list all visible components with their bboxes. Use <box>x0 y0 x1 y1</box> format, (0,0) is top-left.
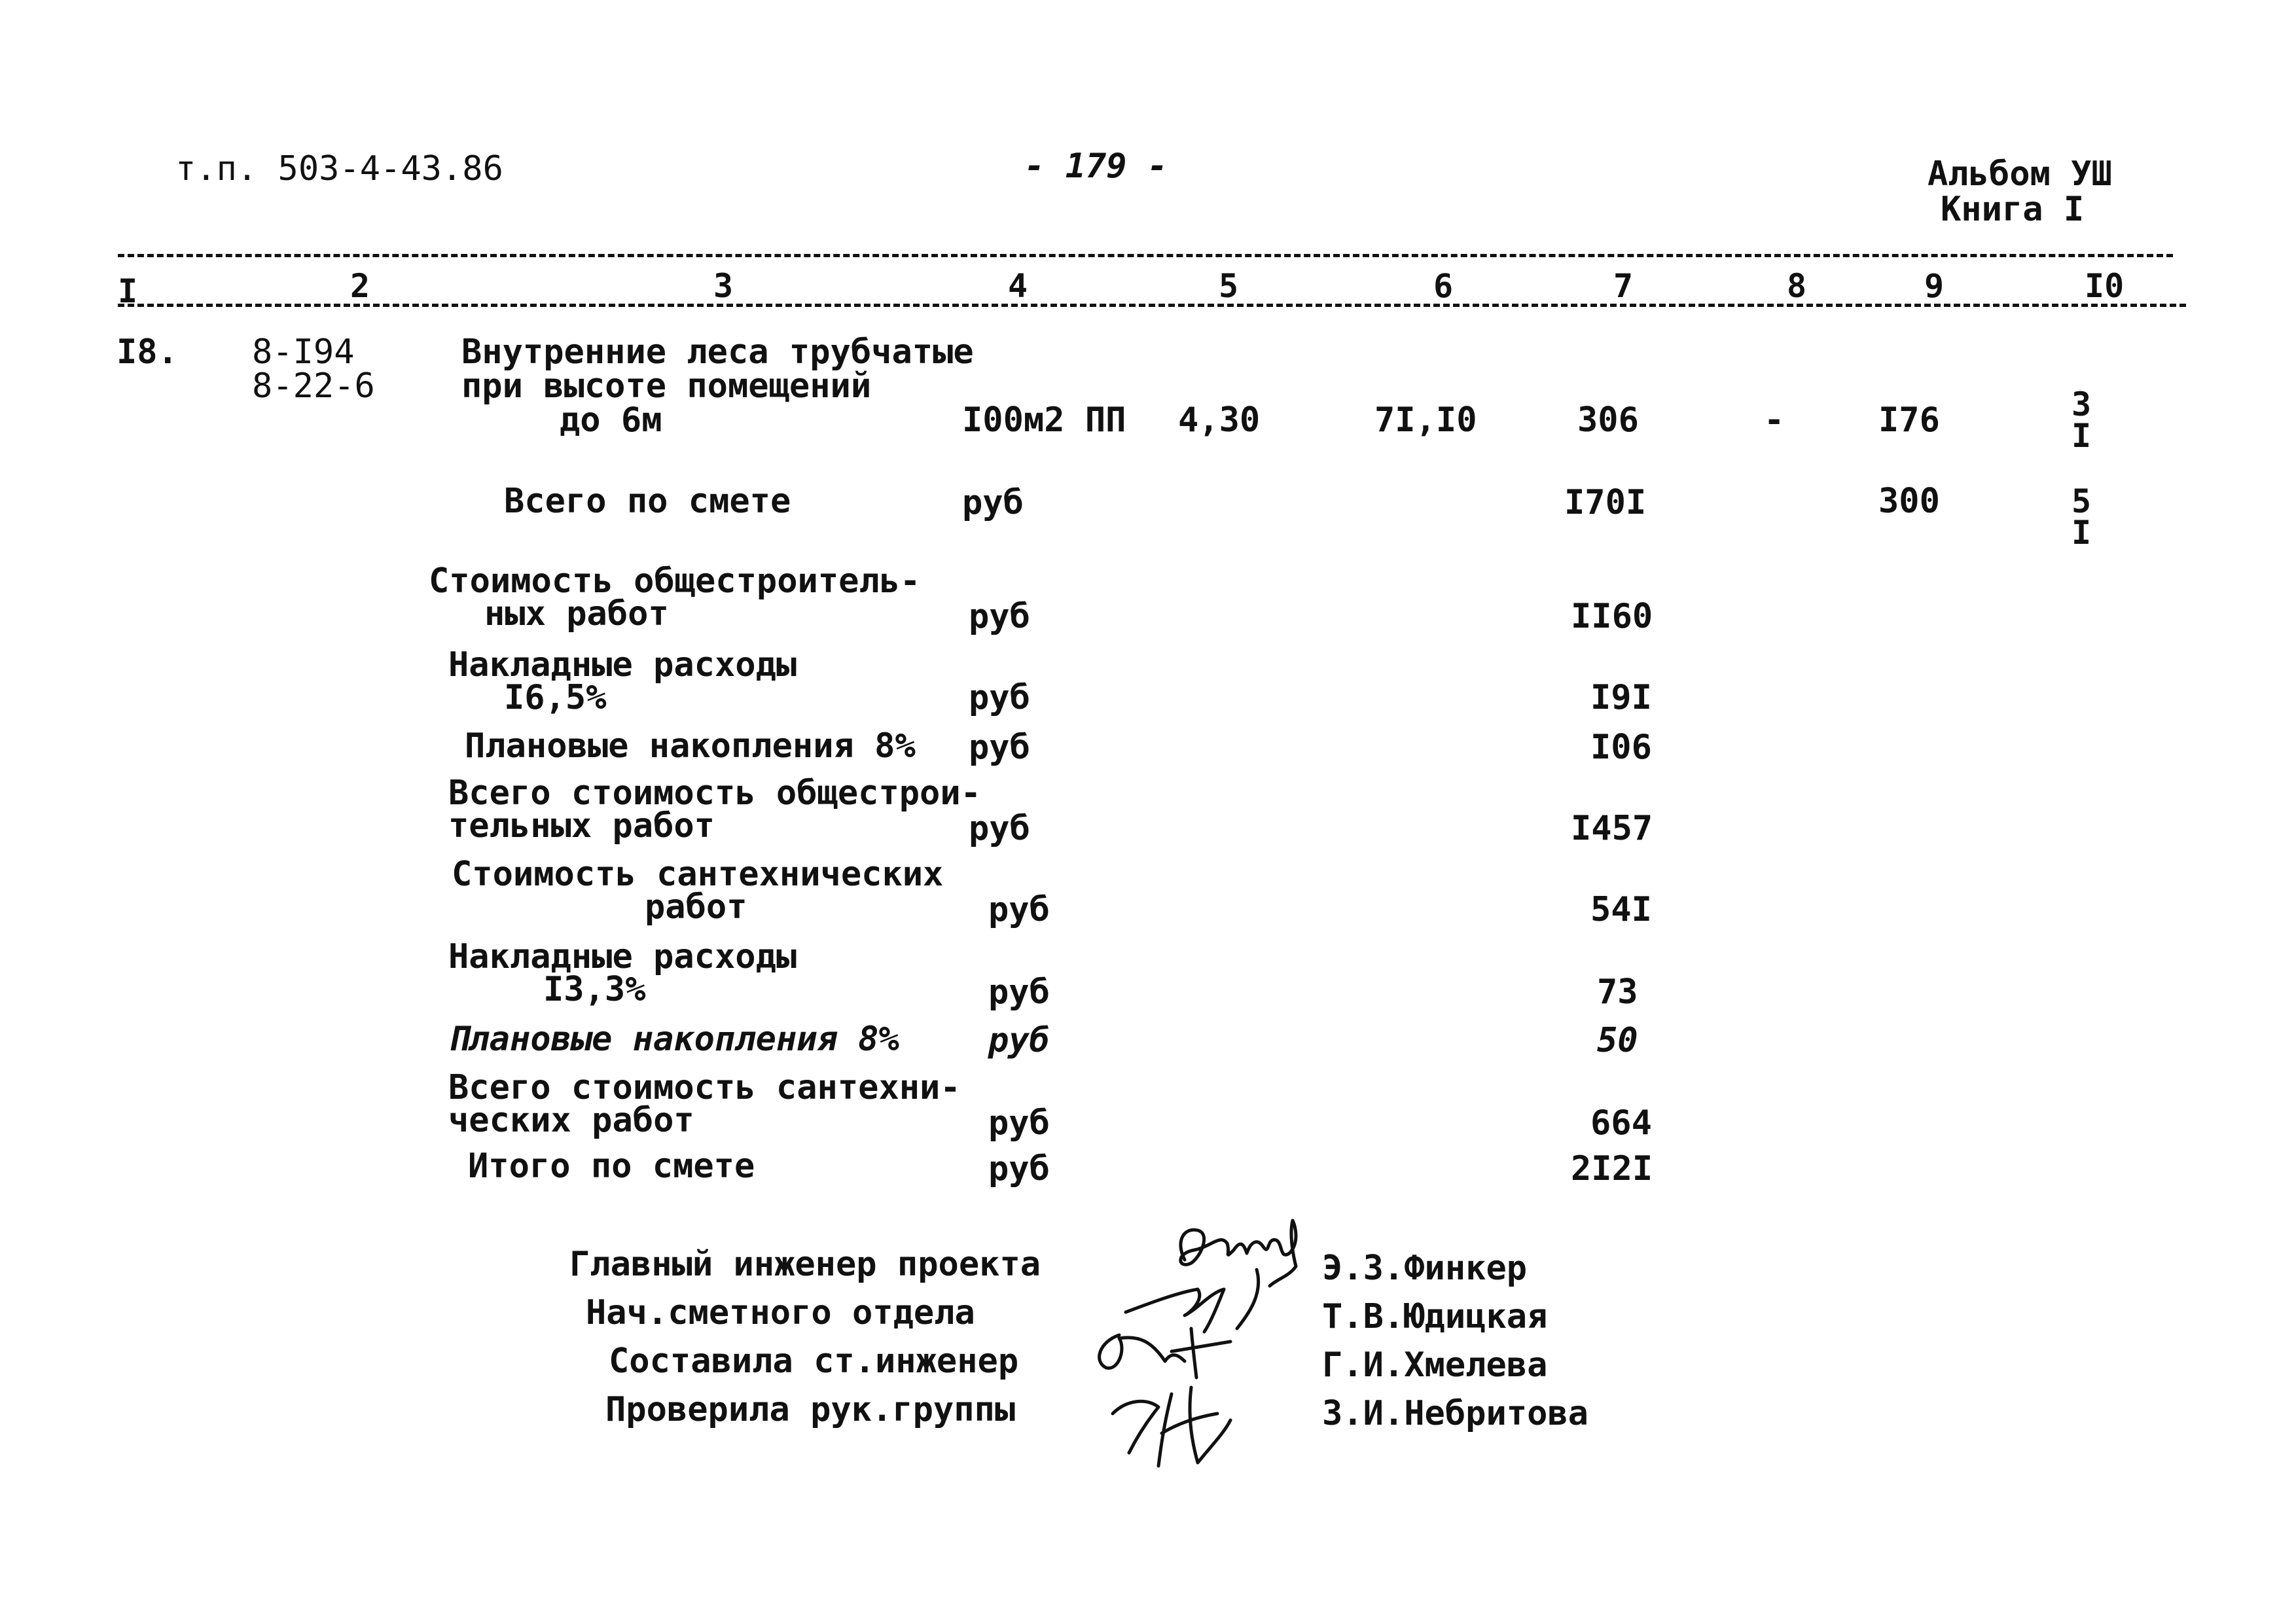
column-number: 5 <box>1219 267 1239 305</box>
cost-row-label: Всего стоимость общестрои- <box>448 774 981 813</box>
item-description: до 6м <box>560 401 662 440</box>
document-reference: т.п. 503-4-43.86 <box>175 149 503 188</box>
cost-row-unit: руб <box>988 890 1050 929</box>
item-description: Внутренние леса трубчатые <box>461 332 974 372</box>
signatory-role: Нач.сметного отдела <box>586 1293 975 1332</box>
column-number: 2 <box>350 267 370 305</box>
fraction-bottom: I <box>2071 417 2092 455</box>
summary-label: Всего по смете <box>504 482 791 521</box>
column-number: I0 <box>2085 267 2125 305</box>
item-column-9: I76 <box>1878 401 1940 440</box>
cost-row-value: 2I2I <box>1571 1149 1653 1188</box>
cost-row-unit: руб <box>988 1021 1050 1060</box>
book-label: Книга I <box>1941 190 2085 229</box>
column-number: 7 <box>1613 267 1634 305</box>
fraction-top: 3 <box>2071 385 2092 423</box>
cost-row-value: I06 <box>1590 728 1652 767</box>
fraction-bottom: I <box>2071 514 2092 552</box>
cost-row-label: Стоимость сантехнических <box>452 855 944 894</box>
signatory-name: Г.И.Хмелева <box>1322 1346 1548 1385</box>
item-quantity: 4,30 <box>1178 401 1261 440</box>
column-number: I <box>118 272 138 310</box>
signatory-role: Главный инженер проекта <box>569 1245 1041 1284</box>
cost-row-label: Итого по смете <box>468 1147 755 1186</box>
cost-row-label: Накладные расходы <box>448 645 797 685</box>
column-number: 8 <box>1787 267 1807 305</box>
item-total: 306 <box>1577 401 1639 440</box>
item-number: I8. <box>117 332 178 372</box>
summary-unit: руб <box>962 483 1024 522</box>
cost-row-unit: руб <box>988 1149 1050 1188</box>
album-label: Альбом УШ <box>1928 154 2112 194</box>
item-code: 8-I94 <box>252 332 355 372</box>
cost-row-unit: руб <box>988 972 1050 1012</box>
cost-row-unit: руб <box>969 597 1030 636</box>
cost-row-label: Плановые накопления 8% <box>465 726 916 766</box>
cost-row-label: Накладные расходы <box>448 937 797 976</box>
column-number: 4 <box>1008 267 1028 305</box>
cost-row-value: 664 <box>1590 1103 1652 1143</box>
cost-row-label: I3,3% <box>543 970 646 1009</box>
item-unit-price: 7I,I0 <box>1374 401 1477 440</box>
signatory-role: Составила ст.инженер <box>609 1342 1019 1381</box>
cost-row-label: работ <box>645 887 747 927</box>
cost-row-value: I457 <box>1571 809 1653 848</box>
summary-total: I70I <box>1564 483 1647 522</box>
cost-row-unit: руб <box>969 678 1030 717</box>
page-number: - 179 - <box>1024 147 1168 186</box>
cost-row-label: I6,5% <box>504 678 607 717</box>
cost-row-value: 73 <box>1597 972 1638 1012</box>
cost-row-value: II60 <box>1571 597 1653 636</box>
fraction-top: 5 <box>2071 482 2092 520</box>
column-number: 3 <box>713 267 734 305</box>
cost-row-label: тельных работ <box>448 806 715 846</box>
cost-row-label: Стоимость общестроитель- <box>429 562 921 601</box>
column-number: 9 <box>1924 267 1945 305</box>
signatory-name: Э.З.Финкер <box>1322 1249 1528 1288</box>
item-unit: I00м2 ПП <box>962 401 1126 440</box>
item-code: 8-22-6 <box>252 366 375 406</box>
item-column-10 <box>2068 385 2094 455</box>
summary-column-10 <box>2068 482 2094 552</box>
item-column-8: - <box>1764 401 1785 440</box>
signatory-role: Проверила рук.группы <box>605 1390 1016 1429</box>
cost-row-value: 50 <box>1597 1021 1638 1060</box>
signatory-name: Т.В.Юдицкая <box>1322 1297 1548 1336</box>
cost-row-value: I9I <box>1590 678 1652 717</box>
header-bottom-rule <box>118 304 2186 307</box>
column-number: 6 <box>1433 267 1454 305</box>
item-description: при высоте помещений <box>461 366 872 406</box>
signatory-name: З.И.Небритова <box>1322 1394 1588 1433</box>
cost-row-unit: руб <box>969 728 1030 767</box>
cost-row-unit: руб <box>969 809 1030 848</box>
summary-column-9: 300 <box>1878 482 1940 521</box>
cost-row-unit: руб <box>988 1103 1050 1143</box>
cost-row-label: Плановые накопления 8% <box>448 1020 899 1059</box>
cost-row-label: Всего стоимость сантехни- <box>448 1068 961 1107</box>
signature-image <box>1100 1368 1270 1472</box>
cost-row-label: ных работ <box>484 594 669 633</box>
cost-row-label: ческих работ <box>448 1101 694 1140</box>
cost-row-value: 54I <box>1590 890 1652 929</box>
header-top-rule <box>118 254 2173 257</box>
